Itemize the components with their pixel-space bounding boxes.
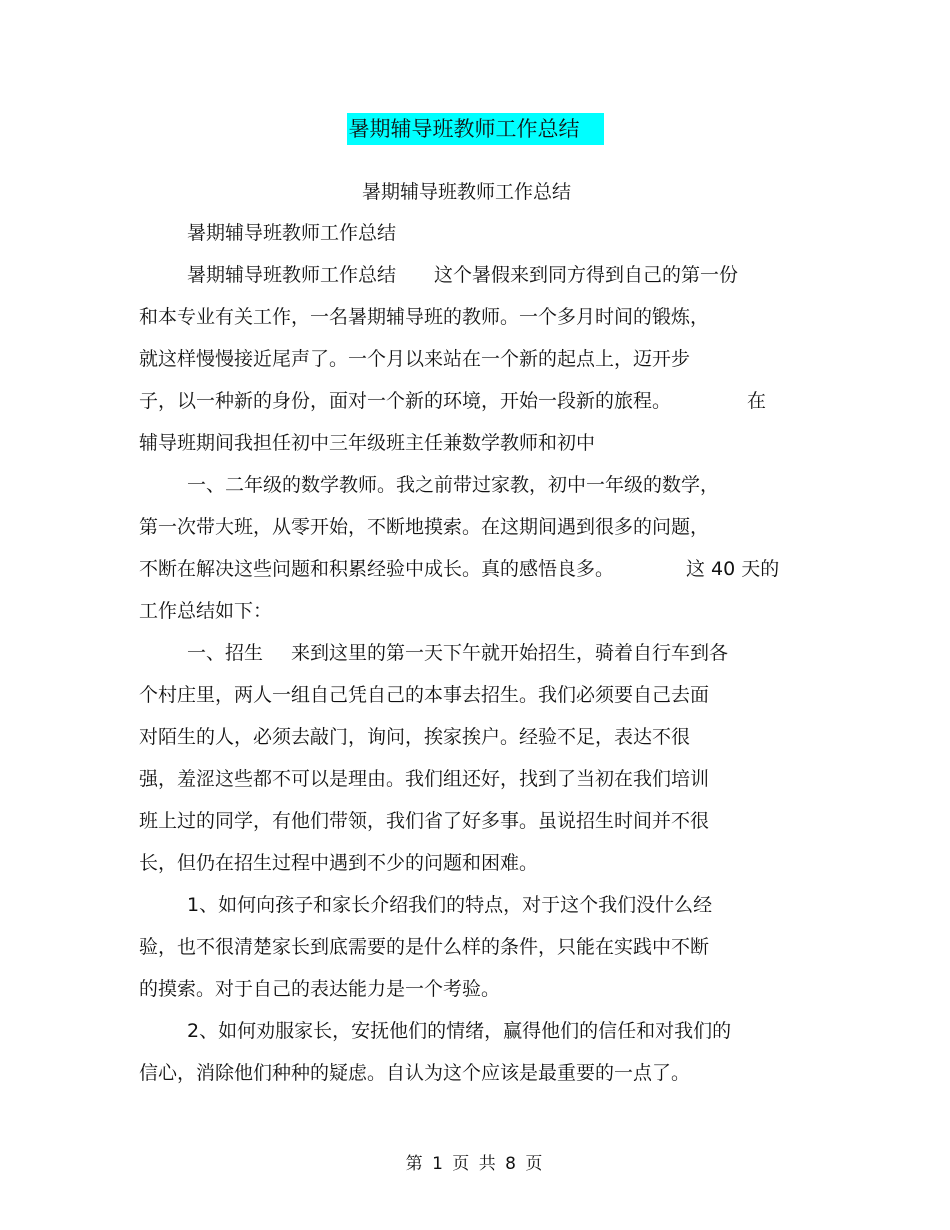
title-container <box>0 113 950 145</box>
body-line: 和本专业有关工作，一名暑期辅导班的教师。一个多月时间的锻炼， <box>139 306 710 328</box>
body-line: 验，也不很清楚家长到底需要的是什么样的条件，只能在实践中不断 <box>139 936 710 958</box>
body-line: 子，以一种新的身份，面对一个新的环境，开始一段新的旅程。 在 <box>139 390 767 412</box>
body-line: 不断在解决这些问题和积累经验中成长。真的感悟良多。 这 40 天的 <box>139 558 780 580</box>
document-subtitle: 暑期辅导班教师工作总结 <box>361 181 571 203</box>
body-line: 暑期辅导班教师工作总结 这个暑假来到同方得到自己的第一份 <box>187 264 739 286</box>
body-line: 强，羞涩这些都不可以是理由。我们组还好，找到了当初在我们培训 <box>139 768 710 790</box>
body-line: 一、招生 来到这里的第一天下午就开始招生，骑着自行车到各 <box>187 642 729 664</box>
body-line: 长，但仍在招生过程中遇到不少的问题和困难。 <box>139 852 539 874</box>
body-line: 暑期辅导班教师工作总结 <box>187 222 397 244</box>
document-body <box>139 219 819 1101</box>
body-line: 信心，消除他们种种的疑虑。自认为这个应该是最重要的一点了。 <box>139 1062 691 1084</box>
body-line: 第一次带大班，从零开始，不断地摸索。在这期间遇到很多的问题， <box>139 516 710 538</box>
body-line: 1、如何向孩子和家长介绍我们的特点，对于这个我们没什么经 <box>187 894 713 916</box>
document-title: 暑期辅导班教师工作总结 <box>347 113 604 145</box>
body-line: 的摸索。对于自己的表达能力是一个考验。 <box>139 978 501 1000</box>
body-line: 就这样慢慢接近尾声了。一个月以来站在一个新的起点上，迈开步 <box>139 348 691 370</box>
body-line: 工作总结如下： <box>139 600 273 622</box>
body-line: 个村庄里，两人一组自己凭自己的本事去招生。我们必须要自己去面 <box>139 684 710 706</box>
body-line: 班上过的同学，有他们带领，我们省了好多事。虽说招生时间并不很 <box>139 810 710 832</box>
body-line: 一、二年级的数学教师。我之前带过家教，初中一年级的数学， <box>187 474 720 496</box>
body-line: 辅导班期间我担任初中三年级班主任兼数学教师和初中 <box>139 432 596 454</box>
body-line: 2、如何劝服家长，安抚他们的情绪，赢得他们的信任和对我们的 <box>187 1020 732 1042</box>
body-line: 对陌生的人，必须去敲门，询问，挨家挨户。经验不足，表达不很 <box>139 726 691 748</box>
page-footer: 第 1 页 共 8 页 <box>405 1154 545 1174</box>
